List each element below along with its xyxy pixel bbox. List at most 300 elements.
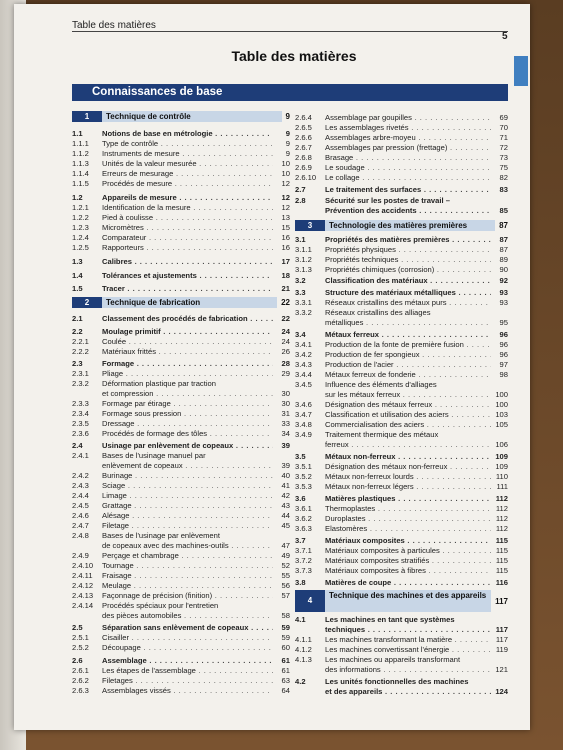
entry-number: 2.6.4 [295, 113, 312, 122]
toc-entry [295, 173, 508, 182]
entry-page: 112 [495, 524, 508, 533]
toc-entry [72, 429, 290, 438]
section-page: 87 [499, 221, 508, 230]
entry-page: 24 [281, 327, 290, 336]
entry-number: 2.6.1 [72, 666, 89, 675]
entry-title: Matériaux composites à particules . . . [325, 546, 491, 555]
entry-title: Matériaux composites stratifiés . . . [325, 556, 491, 565]
toc-entry [72, 347, 290, 356]
toc-entry [72, 379, 290, 388]
toc-entry [72, 419, 290, 428]
entry-title: Formage . . . [102, 359, 273, 368]
toc-entry [72, 409, 290, 418]
toc-entry [295, 514, 508, 523]
entry-page: 82 [499, 173, 508, 182]
section-number: 2 [72, 297, 102, 308]
entry-page: 12 [281, 179, 290, 188]
entry-number: 2.4.6 [72, 511, 89, 520]
entry-number: 3.3 [295, 288, 306, 297]
entry-page: 18 [281, 271, 290, 280]
toc-entry [295, 536, 508, 545]
entry-page: 105 [495, 420, 508, 429]
entry-title: Les étapes de l'assemblage . . . [102, 666, 273, 675]
entry-number: 2.3.5 [72, 419, 89, 428]
entry-number: 2.4.1 [72, 451, 89, 460]
entry-number: 3.2 [295, 276, 306, 285]
entry-page: 45 [281, 521, 290, 530]
entry-page: 59 [281, 633, 290, 642]
entry-title: Formage sous pression . . . [102, 409, 273, 418]
entry-title: Tracer . . . [102, 284, 273, 293]
entry-page: 47 [281, 541, 290, 550]
entry-title: Traitement thermique des métaux [325, 430, 439, 439]
toc-entry [72, 389, 290, 398]
section-title: Technique des machines et des appareils [325, 590, 491, 612]
entry-number: 2.4.2 [72, 471, 89, 480]
entry-title: Notions de base en métrologie . . . [102, 129, 273, 138]
entry-number: 1.1.5 [72, 179, 89, 188]
toc-entry [295, 360, 508, 369]
toc-entry [72, 399, 290, 408]
entry-page: 60 [281, 643, 290, 652]
entry-number: 4.1 [295, 615, 306, 624]
toc-entry [295, 185, 508, 194]
toc-entry [72, 284, 290, 293]
entry-number: 3.4 [295, 330, 306, 339]
toc-entry [72, 581, 290, 590]
section-number: 3 [295, 220, 325, 231]
entry-number: 1.1.4 [72, 169, 89, 178]
entry-page: 24 [281, 337, 290, 346]
entry-page: 28 [281, 359, 290, 368]
entry-page: 59 [281, 623, 290, 632]
entry-number: 2.4 [72, 441, 83, 450]
entry-page: 57 [281, 591, 290, 600]
toc-entry [72, 441, 290, 450]
entry-page: 98 [499, 370, 508, 379]
entry-number: 2.6.3 [72, 686, 89, 695]
entry-page: 49 [281, 551, 290, 560]
entry-page: 115 [495, 566, 508, 575]
entry-page: 85 [499, 206, 508, 215]
entry-title: Type de contrôle . . . [102, 139, 273, 148]
entry-number: 2.6.9 [295, 163, 312, 172]
entry-title: enlèvement de copeaux . . . [102, 461, 273, 470]
entry-number: 2.2.2 [72, 347, 89, 356]
entry-title: Matériaux frittés . . . [102, 347, 273, 356]
entry-page: 12 [281, 203, 290, 212]
toc-entry [295, 556, 508, 565]
entry-number: 2.2.1 [72, 337, 89, 346]
entry-page: 116 [495, 578, 508, 587]
entry-page: 58 [281, 611, 290, 620]
entry-title: Métaux non-ferreux . . . [325, 452, 491, 461]
toc-entry [72, 676, 290, 685]
toc-entry [295, 430, 508, 439]
entry-title: Rapporteurs . . . [102, 243, 273, 252]
entry-page: 124 [495, 687, 508, 696]
entry-page: 12 [281, 193, 290, 202]
entry-title: et des appareils . . . [325, 687, 491, 696]
toc-entry [72, 521, 290, 530]
entry-title: Identification de la mesure . . . [102, 203, 273, 212]
book-page [14, 4, 530, 730]
entry-page: 44 [281, 511, 290, 520]
entry-page: 70 [499, 123, 508, 132]
toc-entry [295, 482, 508, 491]
entry-page: 87 [499, 245, 508, 254]
toc-entry [295, 677, 508, 686]
entry-title: Comparateur . . . [102, 233, 273, 242]
entry-title: Filetages . . . [102, 676, 273, 685]
toc-entry [72, 159, 290, 168]
entry-title: sur les métaux ferreux . . . [325, 390, 491, 399]
toc-entry [295, 420, 508, 429]
thumb-index-tab [514, 56, 528, 86]
toc-entry [72, 203, 290, 212]
toc-entry [295, 524, 508, 533]
entry-title: Instruments de mesure . . . [102, 149, 273, 158]
toc-entry [72, 623, 290, 632]
toc-entry [295, 330, 508, 339]
toc-entry [72, 551, 290, 560]
entry-title: Séparation sans enlèvement de copeaux . . . [102, 623, 273, 632]
entry-title: Commercialisation des aciers . . . [325, 420, 491, 429]
toc-entry [72, 601, 290, 610]
entry-page: 39 [281, 461, 290, 470]
toc-entry [295, 645, 508, 654]
entry-title: Production de fer spongieux . . . [325, 350, 491, 359]
section-title: Technique de fabrication [102, 297, 277, 308]
entry-page: 9 [285, 129, 290, 138]
toc-section-heading [72, 297, 290, 308]
entry-number: 2.4.10 [72, 561, 94, 570]
entry-page: 117 [495, 625, 508, 634]
entry-title: Les unités fonctionnelles des machines [325, 677, 469, 686]
entry-number: 3.6 [295, 494, 306, 503]
toc-entry [295, 452, 508, 461]
entry-title: techniques . . . [325, 625, 491, 634]
entry-title: Le soudage . . . [325, 163, 491, 172]
entry-title: Production de l'acier . . . [325, 360, 491, 369]
entry-number: 2.7 [295, 185, 306, 194]
toc-entry [72, 213, 290, 222]
toc-entry [72, 337, 290, 346]
entry-title: Erreurs de mesurage . . . [102, 169, 273, 178]
entry-title: Bases de l'usinage manuel par [102, 451, 206, 460]
entry-number: 3.7.2 [295, 556, 312, 565]
toc-entry [72, 169, 290, 178]
entry-number: 2.4.8 [72, 531, 89, 540]
section-title: Technique de contrôle [102, 111, 282, 122]
toc-entry [295, 546, 508, 555]
toc-entry [295, 390, 508, 399]
toc-entry [295, 615, 508, 624]
entry-page: 40 [281, 471, 290, 480]
entry-number: 2.3 [72, 359, 83, 368]
entry-page: 117 [495, 635, 508, 644]
toc-entry [295, 350, 508, 359]
entry-number: 2.8 [295, 196, 306, 205]
toc-entry [72, 461, 290, 470]
entry-number: 2.6.2 [72, 676, 89, 685]
entry-page: 10 [281, 169, 290, 178]
entry-title: Les machines transformant la matière . . . [325, 635, 491, 644]
entry-number: 3.5.3 [295, 482, 312, 491]
entry-title: Matériaux composites à fibres . . . [325, 566, 491, 575]
entry-number: 2.6.6 [295, 133, 312, 142]
entry-number: 2.3.3 [72, 399, 89, 408]
entry-title: Procédés de mesure . . . [102, 179, 273, 188]
entry-number: 3.1.2 [295, 255, 312, 264]
entry-title: Les machines ou appareils transformant [325, 655, 461, 664]
entry-title: Les assemblages rivetés . . . [325, 123, 491, 132]
entry-page: 95 [499, 318, 508, 327]
toc-entry [295, 113, 508, 122]
entry-title: Désignation des métaux ferreux . . . [325, 400, 491, 409]
toc-entry [72, 571, 290, 580]
entry-page: 22 [281, 314, 290, 323]
entry-title: Formage par étirage . . . [102, 399, 273, 408]
entry-page: 30 [281, 399, 290, 408]
toc-entry [295, 255, 508, 264]
toc-entry [72, 633, 290, 642]
entry-page: 97 [499, 360, 508, 369]
entry-number: 1.1 [72, 129, 83, 138]
toc-entry [72, 223, 290, 232]
entry-title: Filetage . . . [102, 521, 273, 530]
toc-entry [295, 400, 508, 409]
entry-number: 2.2 [72, 327, 83, 336]
entry-number: 2.4.7 [72, 521, 89, 530]
entry-title: Le collage . . . [325, 173, 491, 182]
entry-title: Le traitement des surfaces . . . [325, 185, 491, 194]
toc-entry [295, 380, 508, 389]
entry-number: 2.6.8 [295, 153, 312, 162]
entry-number: 2.4.3 [72, 481, 89, 490]
entry-page: 9 [285, 139, 290, 148]
toc-entry [72, 243, 290, 252]
entry-page: 10 [281, 159, 290, 168]
section-number: 4 [295, 590, 325, 612]
entry-title: Alésage . . . [102, 511, 273, 520]
entry-title: métalliques . . . [325, 318, 491, 327]
entry-number: 1.2.1 [72, 203, 89, 212]
toc-entry [295, 687, 508, 696]
entry-page: 55 [281, 571, 290, 580]
entry-title: Assemblages arbre-moyeu . . . [325, 133, 491, 142]
entry-title: Production de la fonte de première fusion . . . [325, 340, 491, 349]
section-page: 117 [495, 596, 508, 606]
entry-title: Sciage . . . [102, 481, 273, 490]
toc-entry [295, 298, 508, 307]
entry-page: 112 [495, 514, 508, 523]
entry-page: 33 [281, 419, 290, 428]
entry-title: Métaux ferreux de fonderie . . . [325, 370, 491, 379]
entry-page: 89 [499, 255, 508, 264]
entry-page: 119 [495, 645, 508, 654]
entry-page: 34 [281, 429, 290, 438]
entry-page: 90 [499, 265, 508, 274]
entry-page: 112 [495, 504, 508, 513]
entry-title: Dressage . . . [102, 419, 273, 428]
toc-section-heading [295, 220, 508, 231]
entry-title: Calibres . . . [102, 257, 273, 266]
toc-entry [72, 451, 290, 460]
entry-number: 3.4.5 [295, 380, 312, 389]
entry-number: 2.4.14 [72, 601, 94, 610]
entry-title: Bases de l'usinage par enlèvement [102, 531, 220, 540]
entry-page: 75 [499, 163, 508, 172]
entry-page: 72 [499, 143, 508, 152]
entry-number: 3.1.1 [295, 245, 312, 254]
entry-page: 109 [495, 452, 508, 461]
entry-number: 3.5.2 [295, 472, 312, 481]
toc-entry [295, 265, 508, 274]
entry-number: 2.4.4 [72, 491, 89, 500]
toc-entry [295, 163, 508, 172]
entry-title: Matières plastiques . . . [325, 494, 491, 503]
entry-number: 3.7.3 [295, 566, 312, 575]
entry-page: 26 [281, 347, 290, 356]
entry-title: Micromètres . . . [102, 223, 273, 232]
entry-number: 4.2 [295, 677, 306, 686]
entry-page: 96 [499, 340, 508, 349]
toc-entry [295, 123, 508, 132]
entry-number: 3.4.3 [295, 360, 312, 369]
entry-page: 64 [281, 686, 290, 695]
entry-number: 4.1.1 [295, 635, 312, 644]
entry-title: Classement des procédés de fabrication . . . [102, 314, 273, 323]
entry-title: Propriétés techniques . . . [325, 255, 491, 264]
toc-entry [295, 410, 508, 419]
entry-page: 93 [499, 298, 508, 307]
toc-entry [295, 133, 508, 142]
running-header: Table des matières [72, 20, 156, 31]
part-banner: Connaissances de base [72, 84, 508, 101]
toc-entry [72, 129, 290, 138]
entry-title: Désignation des métaux non-ferreux . . . [325, 462, 491, 471]
entry-number: 3.8 [295, 578, 306, 587]
entry-page: 111 [496, 482, 508, 491]
entry-number: 3.4.4 [295, 370, 312, 379]
entry-number: 1.2.3 [72, 223, 89, 232]
entry-title: Perçage et chambrage . . . [102, 551, 273, 560]
entry-number: 4.1.3 [295, 655, 312, 664]
entry-number: 1.1.3 [72, 159, 89, 168]
toc-entry [72, 327, 290, 336]
entry-page: 56 [281, 581, 290, 590]
entry-title: Propriétés chimiques (corrosion) . . . [325, 265, 491, 274]
entry-page: 16 [281, 243, 290, 252]
entry-number: 2.5.2 [72, 643, 89, 652]
entry-page: 71 [499, 133, 508, 142]
entry-number: 3.5 [295, 452, 306, 461]
entry-number: 2.6.7 [295, 143, 312, 152]
entry-title: Matières de coupe . . . [325, 578, 491, 587]
entry-title: Assemblage . . . [102, 656, 273, 665]
entry-number: 3.7.1 [295, 546, 312, 555]
entry-number: 2.6.10 [295, 173, 317, 182]
entry-number: 1.4 [72, 271, 83, 280]
toc-entry [72, 561, 290, 570]
entry-page: 115 [495, 556, 508, 565]
entry-page: 100 [495, 400, 508, 409]
toc-entry [295, 206, 508, 215]
entry-page: 121 [495, 665, 508, 674]
entry-page: 30 [281, 389, 290, 398]
section-number: 1 [72, 111, 102, 122]
toc-entry [72, 511, 290, 520]
toc-entry [295, 235, 508, 244]
page-title: Table des matières [231, 48, 357, 64]
toc-entry [295, 504, 508, 513]
entry-number: 3.3.2 [295, 308, 312, 317]
toc-entry [295, 245, 508, 254]
entry-number: 1.2 [72, 193, 83, 202]
entry-title: Moulage primitif . . . [102, 327, 273, 336]
entry-title: Appareils de mesure . . . [102, 193, 273, 202]
entry-title: Procédés de formage des tôles . . . [102, 429, 273, 438]
toc-entry [295, 665, 508, 674]
toc-entry [72, 491, 290, 500]
entry-page: 42 [281, 491, 290, 500]
entry-number: 3.1 [295, 235, 306, 244]
entry-title: Cisailler . . . [102, 633, 273, 642]
entry-number: 3.1.3 [295, 265, 312, 274]
toc-entry [295, 143, 508, 152]
toc-entry [72, 541, 290, 550]
toc-entry [72, 656, 290, 665]
entry-number: 2.3.6 [72, 429, 89, 438]
entry-page: 52 [281, 561, 290, 570]
toc-entry [72, 257, 290, 266]
toc-section-heading [72, 111, 290, 122]
entry-page: 21 [281, 284, 290, 293]
entry-title: des pièces automobiles . . . [102, 611, 273, 620]
entry-title: Classification et utilisation des aciers . . . [325, 410, 491, 419]
entry-title: Grattage . . . [102, 501, 273, 510]
entry-number: 1.2.5 [72, 243, 89, 252]
entry-title: Thermoplastes . . . [325, 504, 491, 513]
entry-page: 100 [495, 390, 508, 399]
toc-entry [72, 531, 290, 540]
entry-page: 96 [499, 350, 508, 359]
toc-entry [72, 193, 290, 202]
entry-page: 93 [499, 288, 508, 297]
entry-title: Propriétés des matières premières . . . [325, 235, 491, 244]
entry-title: Elastomères . . . [325, 524, 491, 533]
entry-title: Burinage . . . [102, 471, 273, 480]
entry-page: 110 [495, 472, 508, 481]
section-title: Technologie des matières premières [325, 220, 495, 231]
entry-title: Limage . . . [102, 491, 273, 500]
entry-title: Procédés spéciaux pour l'entretien [102, 601, 219, 610]
toc-entry [72, 501, 290, 510]
header-rule [72, 31, 508, 32]
toc-entry [295, 655, 508, 664]
toc-entry [295, 340, 508, 349]
toc-entry [295, 472, 508, 481]
toc-entry [72, 359, 290, 368]
entry-page: 63 [281, 676, 290, 685]
toc-entry [72, 471, 290, 480]
entry-title: Réseaux cristallins des métaux purs . . . [325, 298, 491, 307]
entry-title: Métaux ferreux . . . [325, 330, 491, 339]
entry-title: Pliage . . . [102, 369, 273, 378]
entry-number: 3.4.6 [295, 400, 312, 409]
entry-title: Métaux non-ferreux lourds . . . [325, 472, 491, 481]
